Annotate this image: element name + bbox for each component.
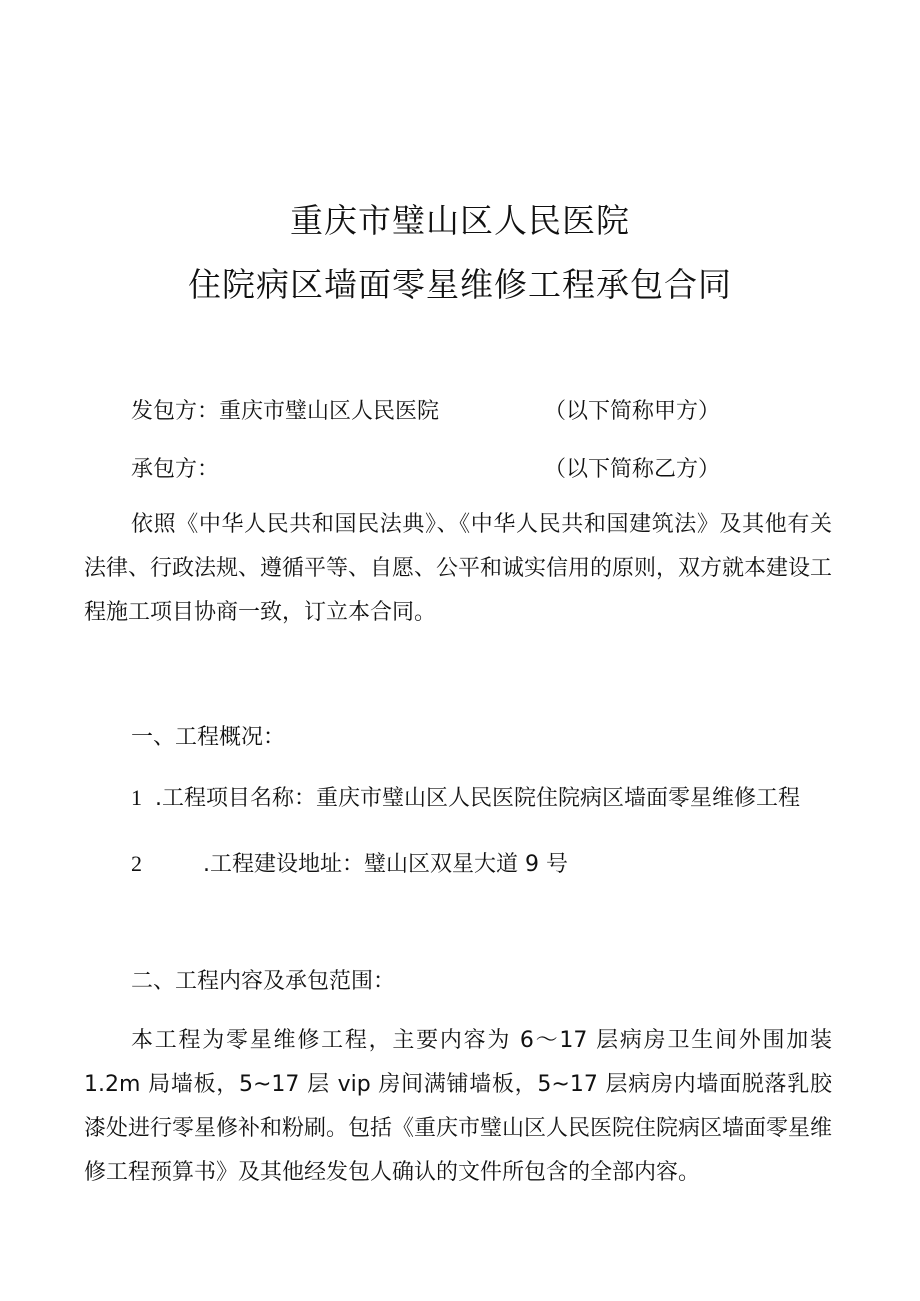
contractor-note: （以下简称乙方）	[544, 457, 721, 482]
item-2-number: 2	[131, 851, 142, 876]
intro-paragraph: 依照《中华人民共和国民法典》、《中华人民共和国建筑法》及其他有关法律、行政法规、遵循平等、自愿、公平和诚实信用的原则，双方就本建设工程施工项目协商一致，订立本合同。	[84, 512, 833, 625]
section-1-item-2	[131, 849, 568, 880]
item-2-text: .工程建设地址：璧山区双星大道 9 号	[203, 852, 568, 877]
item-1-number: 1	[131, 785, 142, 810]
section-1-item-1	[131, 783, 800, 814]
section-2-body: 本工程为零星维修工程，主要内容为 6～17 层病房卫生间外围加装 1.2m 局墙板，5~17 层 vip 房间满铺墙板，5~17 层病房内墙面脱落乳胶漆处进行零星修补和粉刷。包括《重庆市璧山区人民医院住院病区墙面零星维修工程预算书》及其他经发包人确认的文件所包含的全部内容。	[84, 1028, 833, 1185]
title-line-1: 重庆市璧山区人民医院	[290, 201, 630, 240]
item-1-text: .工程项目名称：重庆市璧山区人民医院住院病区墙面零星维修工程	[155, 786, 800, 811]
section-1-heading: 一、工程概况：	[131, 725, 286, 750]
contractor-line: 承包方：	[131, 457, 220, 482]
employer-line: 发包方：重庆市璧山区人民医院	[131, 399, 440, 424]
section-2-heading: 二、工程内容及承包范围：	[131, 969, 396, 994]
employer-note: （以下简称甲方）	[544, 399, 721, 424]
title-line-2: 住院病区墙面零星维修工程承包合同	[188, 265, 732, 304]
